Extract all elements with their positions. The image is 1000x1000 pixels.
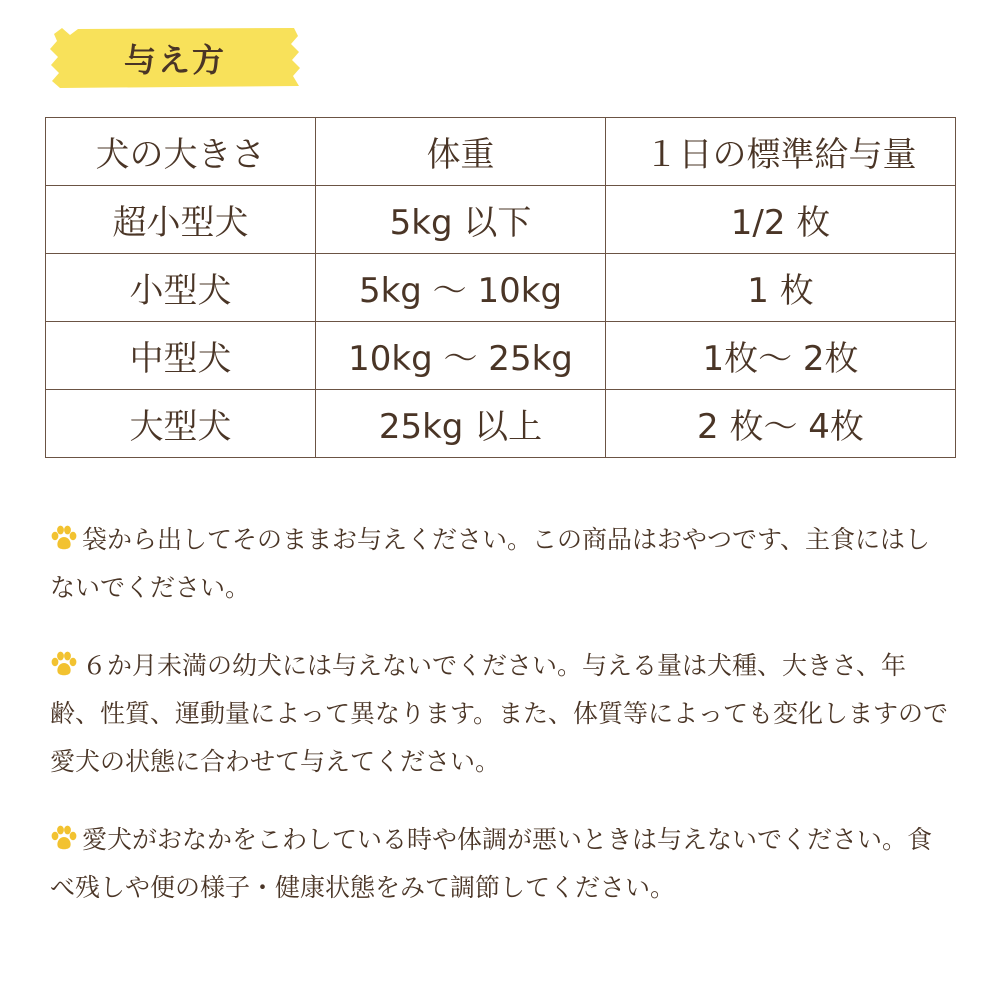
table-row <box>46 254 956 322</box>
paw-icon <box>50 825 78 851</box>
note-text: 愛犬がおなかをこわしている時や体調が悪いときは与えないでください。食べ残しや便の様子・健康状態をみて調節してください。 <box>50 825 933 902</box>
table-header-row <box>46 118 956 186</box>
cell-daily-amount: 1枚〜 2枚 <box>606 322 956 390</box>
cell-daily-amount: 1/2 枚 <box>606 186 956 254</box>
note-item <box>50 642 950 786</box>
table-row <box>46 390 956 458</box>
table-row <box>46 186 956 254</box>
feeding-table <box>45 117 956 458</box>
note-item <box>50 816 950 912</box>
paw-icon <box>50 651 78 677</box>
cell-weight: 5kg 〜 10kg <box>316 254 606 322</box>
note-text: ６か月未満の幼犬には与えないでください。与える量は犬種、大きさ、年齢、性質、運動量によって異なります。また、体質等によっても変化しますので愛犬の状態に合わせて与えてください。 <box>50 651 949 776</box>
section-title: 与え方 <box>123 41 226 79</box>
cell-dog-size: 小型犬 <box>46 254 316 322</box>
paw-icon <box>50 525 78 551</box>
header-daily-amount: １日の標準給与量 <box>606 118 956 186</box>
title-label <box>48 26 302 90</box>
cell-dog-size: 中型犬 <box>46 322 316 390</box>
cell-daily-amount: 1 枚 <box>606 254 956 322</box>
cell-dog-size: 超小型犬 <box>46 186 316 254</box>
cell-weight: 25kg 以上 <box>316 390 606 458</box>
cell-weight: 10kg 〜 25kg <box>316 322 606 390</box>
table-row <box>46 322 956 390</box>
cell-dog-size: 大型犬 <box>46 390 316 458</box>
cell-weight: 5kg 以下 <box>316 186 606 254</box>
note-text: 袋から出してそのままお与えください。この商品はおやつです、主食にはしないでください。 <box>50 525 931 602</box>
header-weight: 体重 <box>316 118 606 186</box>
cell-daily-amount: 2 枚〜 4枚 <box>606 390 956 458</box>
notes-section <box>50 516 950 942</box>
note-item <box>50 516 950 612</box>
header-dog-size: 犬の大きさ <box>46 118 316 186</box>
